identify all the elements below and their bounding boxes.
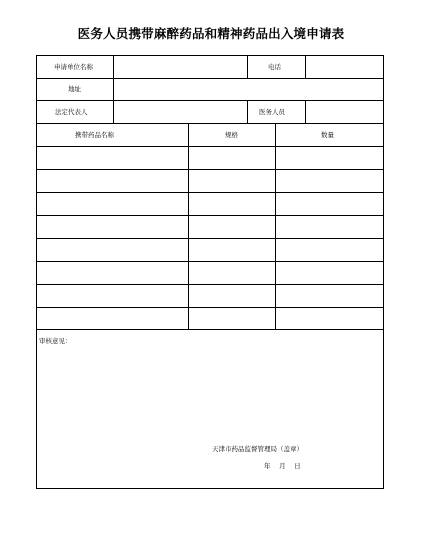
row-divider	[37, 123, 383, 124]
quantity-header: 数量	[321, 131, 334, 139]
applicant-unit-label: 申请单位名称	[54, 63, 93, 71]
opinion-label: 审核意见：	[39, 337, 72, 345]
table-row[interactable]	[37, 285, 383, 307]
legal-rep-label: 法定代表人	[55, 108, 88, 116]
table-row[interactable]	[37, 216, 383, 238]
date-line: 年 月 日	[264, 462, 301, 470]
col-divider	[247, 100, 248, 123]
phone-label: 电话	[268, 63, 281, 71]
address-input[interactable]	[114, 79, 383, 100]
legal-rep-input[interactable]	[114, 101, 247, 123]
medical-staff-label: 医务人员	[259, 108, 285, 116]
opinion-textarea[interactable]	[37, 346, 383, 441]
col-divider	[247, 56, 248, 78]
table-row[interactable]	[37, 170, 383, 192]
address-label: 地址	[68, 85, 81, 93]
table-row[interactable]	[37, 308, 383, 329]
authority-seal-text: 天津市药品监督管理局（盖章）	[212, 445, 303, 453]
phone-input[interactable]	[306, 56, 383, 78]
table-row[interactable]	[37, 262, 383, 284]
table-row[interactable]	[37, 239, 383, 261]
row-divider	[37, 329, 383, 330]
form-title: 医务人员携带麻醉药品和精神药品出入境申请表	[77, 26, 345, 41]
drug-name-header: 携带药品名称	[75, 131, 114, 139]
spec-header: 规格	[225, 131, 238, 139]
applicant-unit-input[interactable]	[114, 56, 247, 78]
table-row[interactable]	[37, 193, 383, 215]
table-row[interactable]	[37, 147, 383, 169]
application-form	[36, 55, 384, 489]
medical-staff-input[interactable]	[306, 101, 383, 123]
